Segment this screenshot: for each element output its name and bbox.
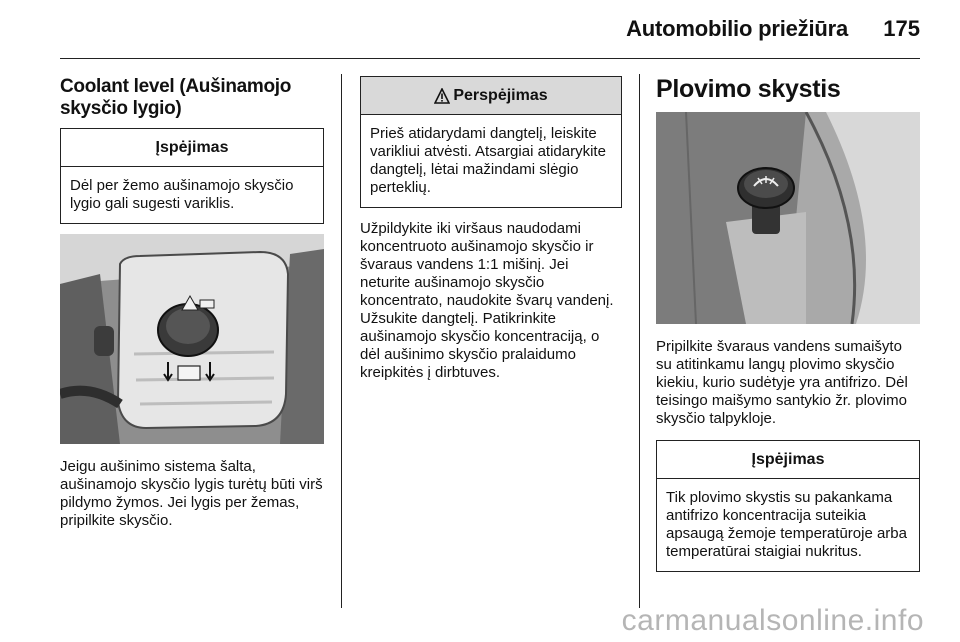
site-watermark: carmanualsonline.info bbox=[621, 604, 924, 637]
header-title: Automobilio priežiūra bbox=[626, 16, 848, 41]
coolant-warning-header bbox=[361, 77, 621, 115]
washer-notice-box bbox=[656, 440, 920, 572]
coolant-warning-body: Prieš atidarydami dangtelį, leiskite varikliui atvėsti. Atsargiai atidarykite dangtelį, lėtai mažindami slėgio perteklių. bbox=[370, 125, 606, 196]
washer-reservoir-illustration bbox=[656, 112, 920, 324]
page-header bbox=[0, 0, 960, 56]
column-right bbox=[656, 74, 920, 572]
warning-triangle-icon bbox=[434, 88, 450, 104]
coolant-fill-paragraph: Užpildykite iki viršaus naudodami koncentruoto aušinamojo skysčio ir švaraus vandens 1:1 mišinį. Jei neturite aušinamojo skysčio koncentrato, naudokite švarų vandenį. Užsukite dangtelį. Patikrinkite aušinamojo skysčio koncentraciją, o dėl aušinimo skysčio pralaidumo kreipkitės į dirbtuves. bbox=[360, 220, 614, 381]
coolant-level-paragraph: Jeigu aušinimo sistema šalta, aušinamojo skysčio lygis turėtų būti virš pildymo žymos. Jei lygis per žemas, pripilkite skysčio. bbox=[60, 458, 323, 529]
coolant-reservoir-photo bbox=[60, 234, 324, 444]
column-divider-right bbox=[639, 74, 640, 608]
washer-notice-title: Įspėjimas bbox=[657, 441, 919, 479]
coolant-level-heading: Coolant level (Aušinamojo skysčio lygio) bbox=[60, 76, 292, 119]
column-left bbox=[60, 74, 324, 530]
column-divider-left bbox=[341, 74, 342, 608]
coolant-warning-title: Perspėjimas bbox=[453, 86, 548, 104]
coolant-notice-title: Įspėjimas bbox=[61, 129, 323, 167]
column-middle bbox=[360, 74, 622, 382]
washer-notice-body: Tik plovimo skystis su pakankama antifrizo koncentracija suteikia apsaugą žemoje temperatūroje arba temperatūrai staigiai nukritus. bbox=[666, 489, 907, 560]
coolant-reservoir-illustration bbox=[60, 234, 324, 444]
washer-reservoir-photo bbox=[656, 112, 920, 324]
coolant-notice-body: Dėl per žemo aušinamojo skysčio lygio gali sugesti variklis. bbox=[70, 177, 294, 212]
coolant-notice-box bbox=[60, 128, 324, 224]
washer-fluid-heading: Plovimo skystis bbox=[656, 75, 841, 103]
coolant-warning-box bbox=[360, 76, 622, 208]
washer-fluid-paragraph: Pripilkite švaraus vandens sumaišyto su atitinkamu langų plovimo skysčio kiekiu, kurio sudėtyje yra antifrizo. Dėl teisingo maišymo santykio žr. plovimo skysčio talpykloje. bbox=[656, 338, 908, 427]
page-number: 175 bbox=[883, 16, 920, 41]
header-rule bbox=[60, 58, 920, 59]
